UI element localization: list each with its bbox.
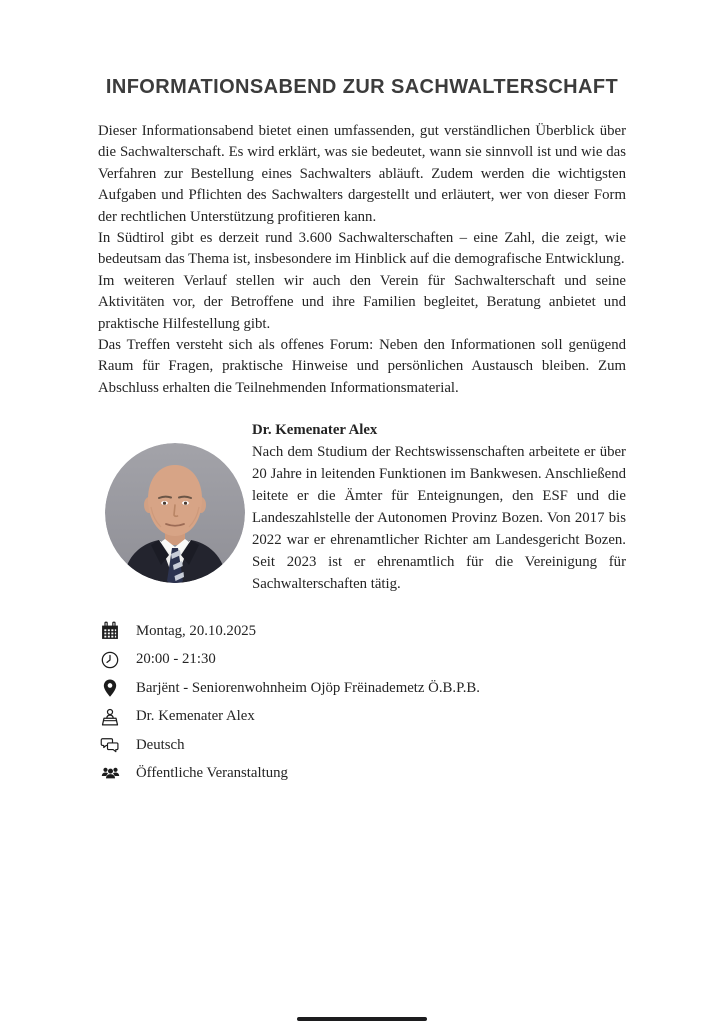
event-type: Öffentliche Veranstaltung [136,764,288,781]
language-icon [100,735,136,755]
speaker-section [98,419,626,595]
event-detail-row-location [100,674,626,702]
event-language: Deutsch [136,736,185,753]
event-details-list [100,617,626,787]
intro-paragraph: In Südtirol gibt es derzeit rund 3.600 Sachwalterschaften – eine Zahl, die zeigt, wie bedeutsam das Thema ist, insbesondere im Hinblick auf die demografische Entwicklung. [98,230,626,268]
clock-icon [100,650,136,670]
audience-icon [100,763,136,783]
intro-paragraph: Das Treffen versteht sich als offenes Forum: Neben den Informationen soll genügend Raum für Fragen, praktische Hinweise und persönlichen Austausch bleiben. Zum Abschluss erhalten die Teilnehmenden Informationsmaterial. [98,337,626,396]
event-location: Barjënt - Seniorenwohnheim Ojöp Frëinademetz Ö.B.P.B. [136,679,480,696]
speaker-bio-block [252,419,626,595]
intro-paragraph: Dieser Informationsabend bietet einen umfassenden, gut verständlichen Überblick über die Sachwalterschaft. Es wird erklärt, was sie bedeutet, wann sie sinnvoll ist und wie das Verfahren zur Bestellung eines Sachwalters abläuft. Zudem werden die wichtigsten Aufgaben und Pflichten des Sachwalters dargestellt und erläutert, wer von dieser Form der rechtlichen Unterstützung profitieren kann. [98,123,626,225]
home-indicator-bar [297,1017,427,1021]
speaker-bio-text: Nach dem Studium der Rechtswissenschaften arbeitete er über 20 Jahre in leitenden Funktionen im Bankwesen. Anschließend leitete er die Ämter für Enteignungen, den ESF und die Landeszahlstelle der Autonomen Provinz Bozen. Von 2017 bis 2022 war er ehrenamtlicher Richter am Landesgericht Bozen. Seit 2023 ist er ehrenamtlich für die Vereinigung für Sachwalterschaften tätig. [252,444,626,593]
event-speaker: Dr. Kemenater Alex [136,708,255,725]
event-date: Montag, 20.10.2025 [136,622,257,639]
location-pin-icon [100,678,136,698]
event-time: 20:00 - 21:30 [136,651,216,668]
presenter-icon [100,707,136,727]
event-detail-row-time [100,646,626,674]
speaker-name: Dr. Kemenater Alex [252,422,378,439]
event-detail-row-date [100,617,626,645]
intro-paragraph: Im weiteren Verlauf stellen wir auch den Verein für Sachwalterschaft und seine Aktivitäten vor, der Betroffene und ihre Familien begleitet, Beratung anbietet und praktische Hilfestellung gibt. [98,272,626,332]
calendar-icon [100,621,136,641]
intro-text [98,121,626,399]
event-detail-row-language [100,731,626,759]
event-detail-row-type [100,759,626,787]
speaker-portrait-photo [105,443,245,583]
event-detail-row-speaker [100,702,626,730]
page-title: INFORMATIONSABEND ZUR SACHWALTERSCHAFT [105,76,619,98]
portrait-illustration [105,443,245,583]
